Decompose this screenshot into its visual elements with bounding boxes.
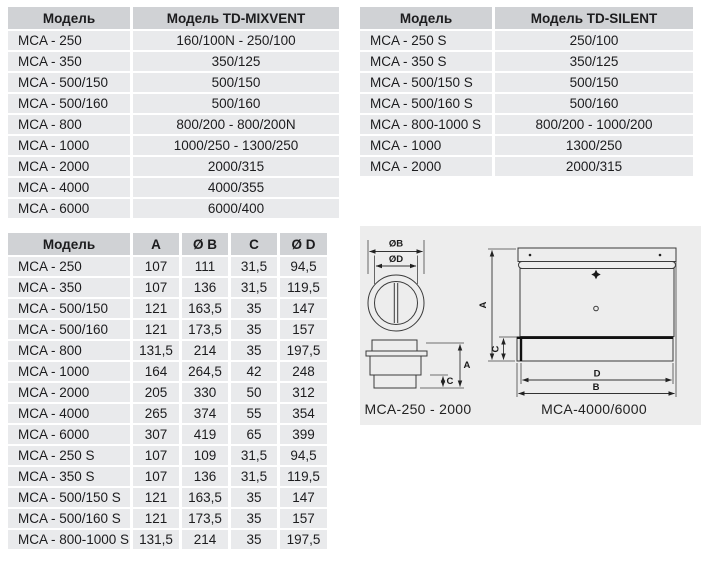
value-cell: 50 [231, 383, 277, 402]
box-bottom-band [517, 337, 673, 361]
cross-marker [591, 270, 600, 279]
dimensions-table [5, 231, 330, 551]
inner-ring [375, 282, 418, 325]
model-cell: MCA - 500/150 S [8, 488, 130, 507]
value-cell: 121 [133, 320, 179, 339]
table-row [360, 52, 693, 71]
model-cell: MCA - 500/160 S [360, 94, 492, 113]
value-cell: 250/100 [495, 31, 693, 50]
table-row [8, 257, 327, 276]
value-cell: 31,5 [231, 257, 277, 276]
mixvent-model-table [5, 5, 342, 220]
model-cell: MCA - 350 S [360, 52, 492, 71]
value-cell: 157 [280, 509, 327, 528]
table-row [360, 31, 693, 50]
value-cell: 173,5 [182, 320, 228, 339]
model-cell: MCA - 2000 [8, 157, 130, 176]
model-cell: MCA - 4000 [8, 404, 130, 423]
model-cell: MCA - 250 S [8, 446, 130, 465]
value-cell: 163,5 [182, 488, 228, 507]
table-row [8, 404, 327, 423]
table-row [8, 446, 327, 465]
value-cell: 374 [182, 404, 228, 423]
drawings-panel [360, 226, 701, 425]
value-cell: 500/150 [495, 73, 693, 92]
model-cell: MCA - 1000 [8, 136, 130, 155]
column-header: Модель [8, 7, 130, 29]
model-cell: MCA - 500/150 [8, 73, 130, 92]
value-cell: 121 [133, 488, 179, 507]
value-cell: 1000/250 - 1300/250 [133, 136, 339, 155]
table-header-row [8, 7, 339, 29]
value-cell: 6000/400 [133, 199, 339, 218]
table-row [360, 115, 693, 134]
silent-model-table [357, 5, 696, 178]
value-cell: 248 [280, 362, 327, 381]
table-row [8, 157, 339, 176]
value-cell: 107 [133, 446, 179, 465]
value-cell: 119,5 [280, 467, 327, 486]
column-header: C [231, 233, 277, 255]
dim-label-c-right: C [490, 345, 502, 353]
value-cell: 35 [231, 509, 277, 528]
model-cell: MCA - 350 [8, 278, 130, 297]
value-cell: 350/125 [495, 52, 693, 71]
value-cell: 205 [133, 383, 179, 402]
value-cell: 107 [133, 467, 179, 486]
model-cell: MCA - 500/160 [8, 320, 130, 339]
value-cell: 111 [182, 257, 228, 276]
value-cell: 160/100N - 250/100 [133, 31, 339, 50]
column-header: Модель [8, 233, 130, 255]
value-cell: 55 [231, 404, 277, 423]
value-cell: 307 [133, 425, 179, 444]
left-drawing-caption: MCA-250 - 2000 [364, 401, 472, 417]
value-cell: 121 [133, 509, 179, 528]
dim-label-od: ØD [388, 254, 404, 265]
value-cell: 214 [182, 341, 228, 360]
value-cell: 500/160 [133, 94, 339, 113]
profile-flange [366, 351, 427, 356]
model-cell: MCA - 4000 [8, 178, 130, 197]
value-cell: 65 [231, 425, 277, 444]
value-cell: 1300/250 [495, 136, 693, 155]
dim-label-a-left: A [463, 360, 471, 371]
table-row [8, 73, 339, 92]
table-row [360, 73, 693, 92]
value-cell: 2000/315 [133, 157, 339, 176]
value-cell: 214 [182, 530, 228, 549]
value-cell: 163,5 [182, 299, 228, 318]
model-cell: MCA - 350 [8, 52, 130, 71]
value-cell: 197,5 [280, 530, 327, 549]
model-cell: MCA - 800 [8, 115, 130, 134]
value-cell: 800/200 - 800/200N [133, 115, 339, 134]
value-cell: 31,5 [231, 278, 277, 297]
table-row [8, 199, 339, 218]
value-cell: 107 [133, 278, 179, 297]
value-cell: 312 [280, 383, 327, 402]
value-cell: 419 [182, 425, 228, 444]
column-header: Модель TD-MIXVENT [133, 7, 339, 29]
model-cell: MCA - 6000 [8, 199, 130, 218]
model-cell: MCA - 6000 [8, 425, 130, 444]
box-body [520, 269, 674, 337]
value-cell: 264,5 [182, 362, 228, 381]
value-cell: 2000/315 [495, 157, 693, 176]
value-cell: 147 [280, 299, 327, 318]
value-cell: 35 [231, 320, 277, 339]
table-row [8, 94, 339, 113]
table-row [8, 530, 327, 549]
model-cell: MCA - 500/150 S [360, 73, 492, 92]
value-cell: 350/125 [133, 52, 339, 71]
value-cell: 157 [280, 320, 327, 339]
model-cell: MCA - 350 S [8, 467, 130, 486]
model-cell: MCA - 250 S [360, 31, 492, 50]
model-cell: MCA - 800-1000 S [360, 115, 492, 134]
value-cell: 109 [182, 446, 228, 465]
model-cell: MCA - 1000 [8, 362, 130, 381]
model-cell: MCA - 1000 [360, 136, 492, 155]
value-cell: 42 [231, 362, 277, 381]
value-cell: 500/160 [495, 94, 693, 113]
table-row [8, 278, 327, 297]
drawing-mca-4000-6000 [478, 248, 676, 417]
value-cell: 31,5 [231, 467, 277, 486]
model-cell: MCA - 500/160 S [8, 509, 130, 528]
value-cell: 35 [231, 299, 277, 318]
value-cell: 119,5 [280, 278, 327, 297]
drawing-mca-250-2000 [365, 239, 472, 418]
dim-label-d: D [593, 368, 601, 380]
technical-drawing [360, 226, 701, 425]
table-row [8, 425, 327, 444]
value-cell: 136 [182, 467, 228, 486]
value-cell: 35 [231, 530, 277, 549]
table-row [8, 509, 327, 528]
value-cell: 399 [280, 425, 327, 444]
value-cell: 121 [133, 299, 179, 318]
value-cell: 35 [231, 488, 277, 507]
model-cell: MCA - 500/150 [8, 299, 130, 318]
table-row [8, 31, 339, 50]
hole-marker [594, 306, 599, 311]
column-header: Ø D [280, 233, 327, 255]
table-row [8, 341, 327, 360]
dim-label-b: B [592, 382, 600, 393]
column-header: Ø B [182, 233, 228, 255]
value-cell: 94,5 [280, 257, 327, 276]
table-row [360, 136, 693, 155]
value-cell: 35 [231, 341, 277, 360]
model-cell: MCA - 250 [8, 257, 130, 276]
model-cell: MCA - 500/160 [8, 94, 130, 113]
box-lid [518, 248, 676, 262]
model-cell: MCA - 800-1000 S [8, 530, 130, 549]
value-cell: 107 [133, 257, 179, 276]
table-header-row [8, 233, 327, 255]
right-drawing-caption: MCA-4000/6000 [541, 401, 647, 417]
table-row [8, 178, 339, 197]
column-header: Модель TD-SILENT [495, 7, 693, 29]
profile-body [370, 356, 421, 375]
value-cell: 800/200 - 1000/200 [495, 115, 693, 134]
table-row [8, 52, 339, 71]
value-cell: 164 [133, 362, 179, 381]
value-cell: 500/150 [133, 73, 339, 92]
column-header: A [133, 233, 179, 255]
table-row [8, 320, 327, 339]
value-cell: 4000/355 [133, 178, 339, 197]
table-row [360, 157, 693, 176]
table-row [8, 115, 339, 134]
value-cell: 131,5 [133, 341, 179, 360]
value-cell: 31,5 [231, 446, 277, 465]
dim-label-a-right: A [478, 301, 489, 309]
table-row [8, 467, 327, 486]
table-row [8, 383, 327, 402]
model-cell: MCA - 2000 [8, 383, 130, 402]
column-header: Модель [360, 7, 492, 29]
profile-spigot [374, 375, 416, 388]
dim-label-ob: ØB [388, 238, 404, 250]
model-cell: MCA - 800 [8, 341, 130, 360]
value-cell: 131,5 [133, 530, 179, 549]
model-cell: MCA - 2000 [360, 157, 492, 176]
table-row [8, 488, 327, 507]
value-cell: 354 [280, 404, 327, 423]
model-cell: MCA - 250 [8, 31, 130, 50]
dim-label-c-left: C [446, 376, 454, 387]
table-row [8, 299, 327, 318]
value-cell: 147 [280, 488, 327, 507]
value-cell: 330 [182, 383, 228, 402]
table-row [8, 362, 327, 381]
value-cell: 136 [182, 278, 228, 297]
value-cell: 265 [133, 404, 179, 423]
table-row [8, 136, 339, 155]
value-cell: 197,5 [280, 341, 327, 360]
profile-top [372, 340, 417, 351]
table-row [360, 94, 693, 113]
value-cell: 173,5 [182, 509, 228, 528]
box-band [519, 262, 676, 269]
outer-ring [368, 275, 424, 331]
value-cell: 94,5 [280, 446, 327, 465]
table-header-row [360, 7, 693, 29]
